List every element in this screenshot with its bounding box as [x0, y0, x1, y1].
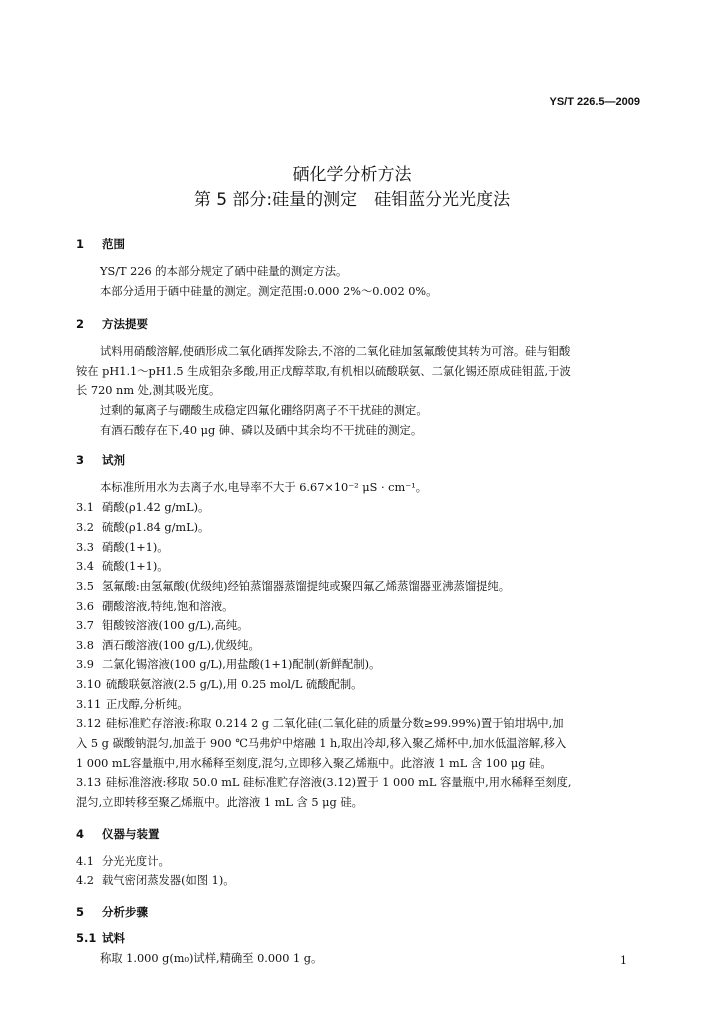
- reagent-item: 3.4 硫酸(1+1)。: [76, 560, 169, 573]
- reagent-item: 3.12 硅标准贮存溶液:称取 0.214 2 g 二氧化硅(二氧化硅的质量分数≥99.99%)置于铂坩埚中,加: [76, 717, 564, 730]
- paragraph: 本部分适用于硒中硅量的测定。测定范围:0.000 2%～0.002 0%。: [100, 285, 438, 298]
- paragraph-line: 入 5 g 碳酸钠混匀,加盖于 900 ℃马弗炉中熔融 1 h,取出冷却,移入聚乙烯杯中,加水低温溶解,移入: [76, 737, 567, 750]
- page-subtitle: 第 5 部分:硅量的测定 硅钼蓝分光光度法: [193, 190, 511, 210]
- reagent-item: 3.5 氢氟酸:由氢氟酸(优级纯)经铂蒸馏器蒸馏提纯或聚四氟乙烯蒸馏器亚沸蒸馏提纯。: [76, 580, 511, 593]
- reagent-item: 3.13 硅标准溶液:移取 50.0 mL 硅标准贮存溶液(3.12)置于 1 000 mL 容量瓶中,用水稀释至刻度,: [76, 776, 572, 789]
- section-3-heading: [76, 452, 125, 468]
- paragraph: 称取 1.000 g(m₀)试样,精确至 0.000 1 g。: [100, 952, 323, 965]
- section-5-heading: [76, 904, 148, 920]
- reagent-item: 3.7 钼酸铵溶液(100 g/L),高纯。: [76, 619, 249, 632]
- paragraph-line: 试料用硝酸溶解,使硒形成二氧化硒挥发除去,不溶的二氧化硅加氢氟酸使其转为可溶。硅与钼酸: [100, 345, 571, 358]
- paragraph-line: 有酒石酸存在下,40 μg 砷、磷以及硒中其余均不干扰硅的测定。: [100, 424, 423, 437]
- reagent-item: 3.10 硫酸联氨溶液(2.5 g/L),用 0.25 mol/L 硫酸配制。: [76, 678, 363, 691]
- section-number: 4: [76, 827, 85, 841]
- section-number: 5: [76, 905, 85, 919]
- section-4-heading: [76, 826, 160, 842]
- reagent-item: 3.8 酒石酸溶液(100 g/L),优级纯。: [76, 639, 260, 652]
- standard-number: YS/T 226.5—2009: [549, 96, 640, 108]
- paragraph-line: 过剩的氟离子与硼酸生成稳定四氟化硼络阴离子不干扰硅的测定。: [100, 404, 428, 417]
- section-1-heading: [76, 236, 125, 252]
- section-number: 1: [76, 237, 85, 251]
- section-title: 方法提要: [102, 317, 148, 331]
- page-title: 硒化学分析方法: [292, 165, 412, 185]
- page-number: 1: [620, 954, 627, 967]
- reagent-item: 3.9 二氯化锡溶液(100 g/L),用盐酸(1+1)配制(新鲜配制)。: [76, 658, 381, 671]
- reagent-item: 3.3 硝酸(1+1)。: [76, 541, 169, 554]
- section-number: 3: [76, 453, 85, 467]
- reagent-item: 3.2 硫酸(ρ1.84 g/mL)。: [76, 521, 210, 534]
- paragraph-line: 长 720 nm 处,测其吸光度。: [76, 384, 221, 397]
- paragraph-line: 1 000 mL容量瓶中,用水稀释至刻度,混匀,立即移入聚乙烯瓶中。此溶液 1 mL 含 100 μg 硅。: [76, 757, 552, 770]
- apparatus-item: 4.2 载气密闭蒸发器(如图 1)。: [76, 874, 235, 887]
- section-number: 2: [76, 317, 85, 331]
- paragraph: YS/T 226 的本部分规定了硒中硅量的测定方法。: [100, 265, 348, 278]
- section-title: 试剂: [102, 453, 125, 467]
- subsection-heading: 5.1 试料: [76, 931, 125, 945]
- section-title: 范围: [102, 237, 125, 251]
- section-title: 分析步骤: [102, 905, 148, 919]
- reagent-item: 3.1 硝酸(ρ1.42 g/mL)。: [76, 501, 210, 514]
- section-2-heading: [76, 316, 148, 332]
- paragraph-line: 铵在 pH1.1～pH1.5 生成钼杂多酸,用正戊醇萃取,有机相以硫酸联氨、二氯化锡还原成硅钼蓝,于波: [76, 365, 571, 378]
- paragraph: 本标准所用水为去离子水,电导率不大于 6.67×10⁻² μS · cm⁻¹。: [100, 481, 427, 494]
- reagent-item: 3.11 正戊醇,分析纯。: [76, 698, 189, 711]
- paragraph-line: 混匀,立即转移至聚乙烯瓶中。此溶液 1 mL 含 5 μg 硅。: [76, 796, 363, 809]
- section-title: 仪器与装置: [102, 827, 160, 841]
- apparatus-item: 4.1 分光光度计。: [76, 855, 170, 868]
- reagent-item: 3.6 硼酸溶液,特纯,饱和溶液。: [76, 600, 234, 613]
